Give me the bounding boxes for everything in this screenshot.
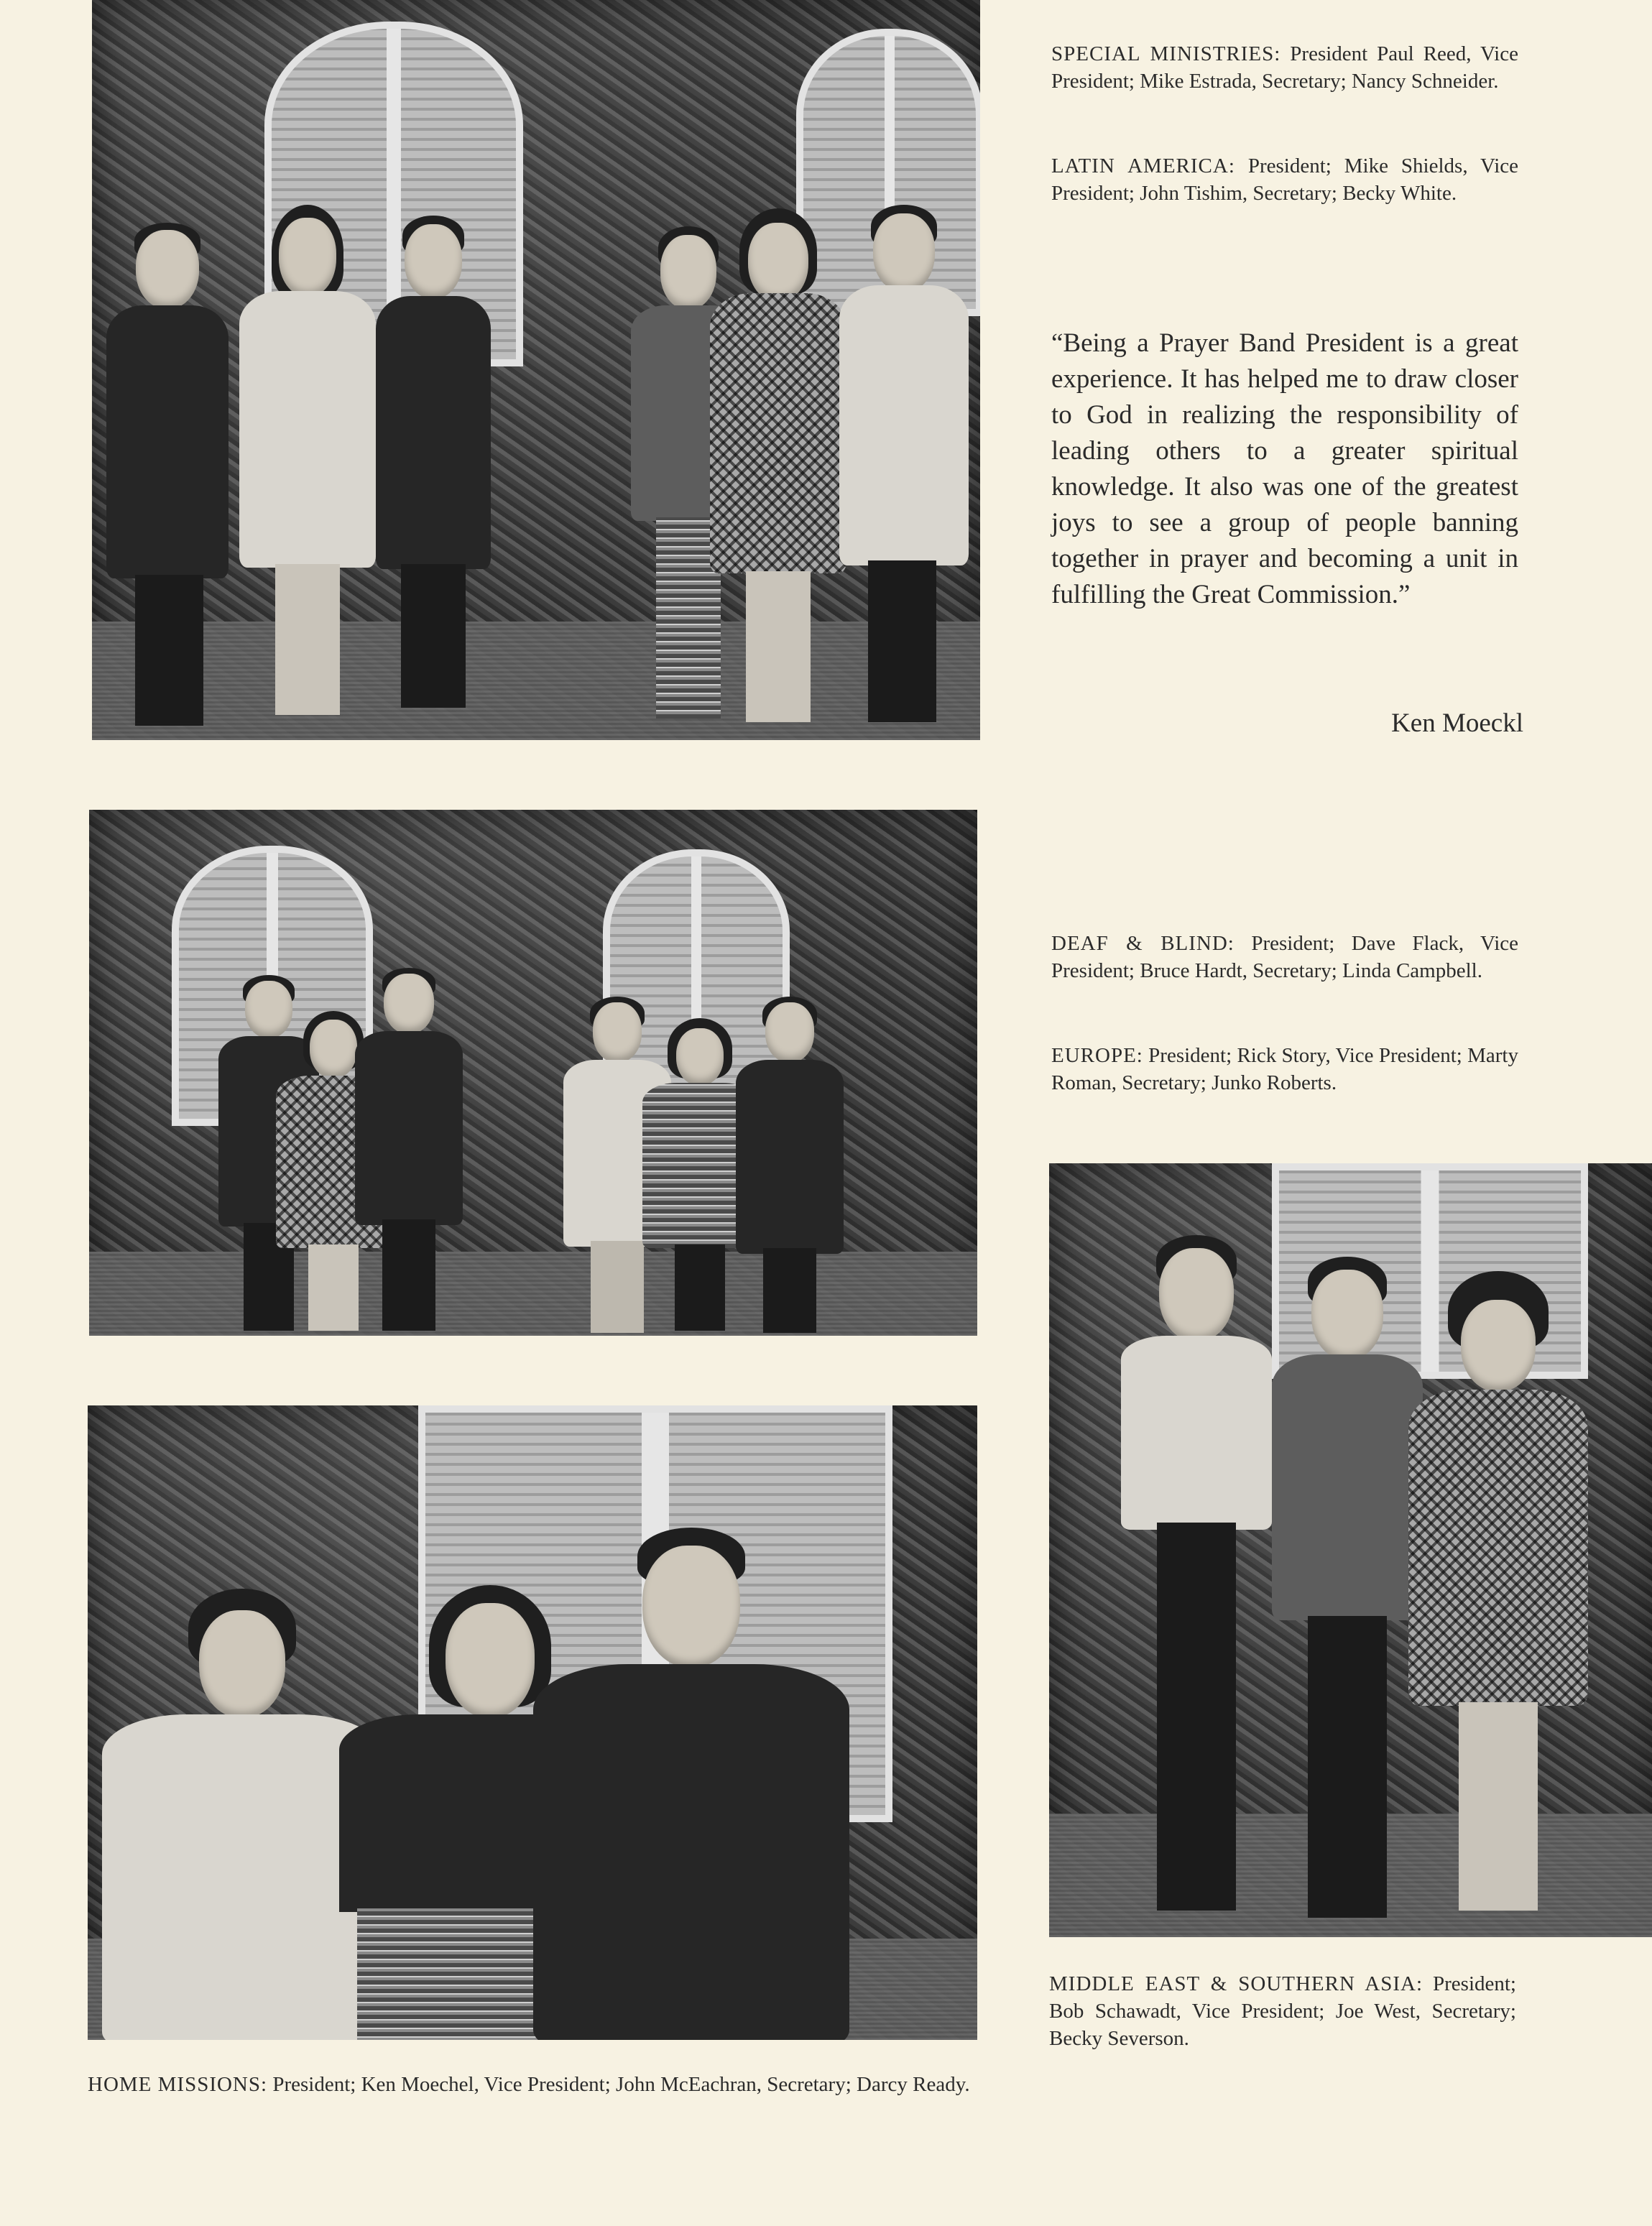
person bbox=[839, 205, 969, 733]
president-quote: “Being a Prayer Band President is a great experience. It has helped me to draw closer to God in realizing the responsibility of leading others to a greater spiritual knowledge. It also was one of the greatest joys to see a group of people banning together in prayer and becoming a unit in fulfilling the Great Commission.” bbox=[1051, 328, 1518, 609]
caption-org: DEAF & BLIND: bbox=[1051, 932, 1235, 955]
person bbox=[239, 205, 376, 729]
caption-home-missions bbox=[88, 2071, 979, 2098]
photo-deaf-blind-europe bbox=[89, 810, 977, 1336]
caption-org: LATIN AMERICA: bbox=[1051, 154, 1235, 177]
photo-home-missions bbox=[88, 1405, 977, 2040]
caption-org: HOME MISSIONS: bbox=[88, 2073, 268, 2096]
person bbox=[376, 216, 491, 719]
caption-text: President; Rick Story, Vice President; Marty Roman, Secretary; Junko Roberts. bbox=[1051, 1044, 1518, 1094]
caption-org: MIDDLE EAST & SOUTHERN ASIA: bbox=[1049, 1972, 1423, 1995]
person bbox=[1272, 1257, 1423, 1925]
person bbox=[1408, 1271, 1588, 1925]
caption-text: President; Ken Moechel, Vice President; John McEachran, Secretary; Darcy Ready. bbox=[272, 2073, 970, 2096]
person bbox=[106, 223, 229, 733]
caption-middle-east-southern-asia bbox=[1049, 1970, 1516, 2052]
caption-latin-america bbox=[1051, 152, 1518, 207]
person bbox=[736, 997, 844, 1334]
caption-text: President Paul Reed, Vice President; Mike Estrada, Secretary; Nancy Schneider. bbox=[1051, 42, 1518, 93]
person bbox=[355, 968, 463, 1334]
person bbox=[533, 1528, 849, 2040]
person bbox=[1121, 1235, 1272, 1925]
photo-middle-east-southern-asia bbox=[1049, 1163, 1652, 1937]
caption-special-ministries bbox=[1051, 40, 1518, 95]
caption-org: SPECIAL MINISTRIES: bbox=[1051, 42, 1281, 65]
quote-author: Ken Moeckl bbox=[1391, 708, 1523, 738]
caption-text: President; Bob Schawadt, Vice President; Joe West, Secretary; Becky Severson. bbox=[1049, 1972, 1516, 2050]
photo-special-ministries-latin-america bbox=[92, 0, 980, 740]
caption-deaf-blind bbox=[1051, 930, 1518, 984]
caption-text: President; Mike Shields, Vice President; John Tishim, Secretary; Becky White. bbox=[1051, 154, 1519, 205]
caption-org: EUROPE: bbox=[1051, 1044, 1143, 1067]
person bbox=[710, 208, 846, 733]
caption-europe bbox=[1051, 1042, 1518, 1096]
caption-text: President; Dave Flack, Vice President; Bruce Hardt, Secretary; Linda Campbell. bbox=[1051, 932, 1518, 982]
